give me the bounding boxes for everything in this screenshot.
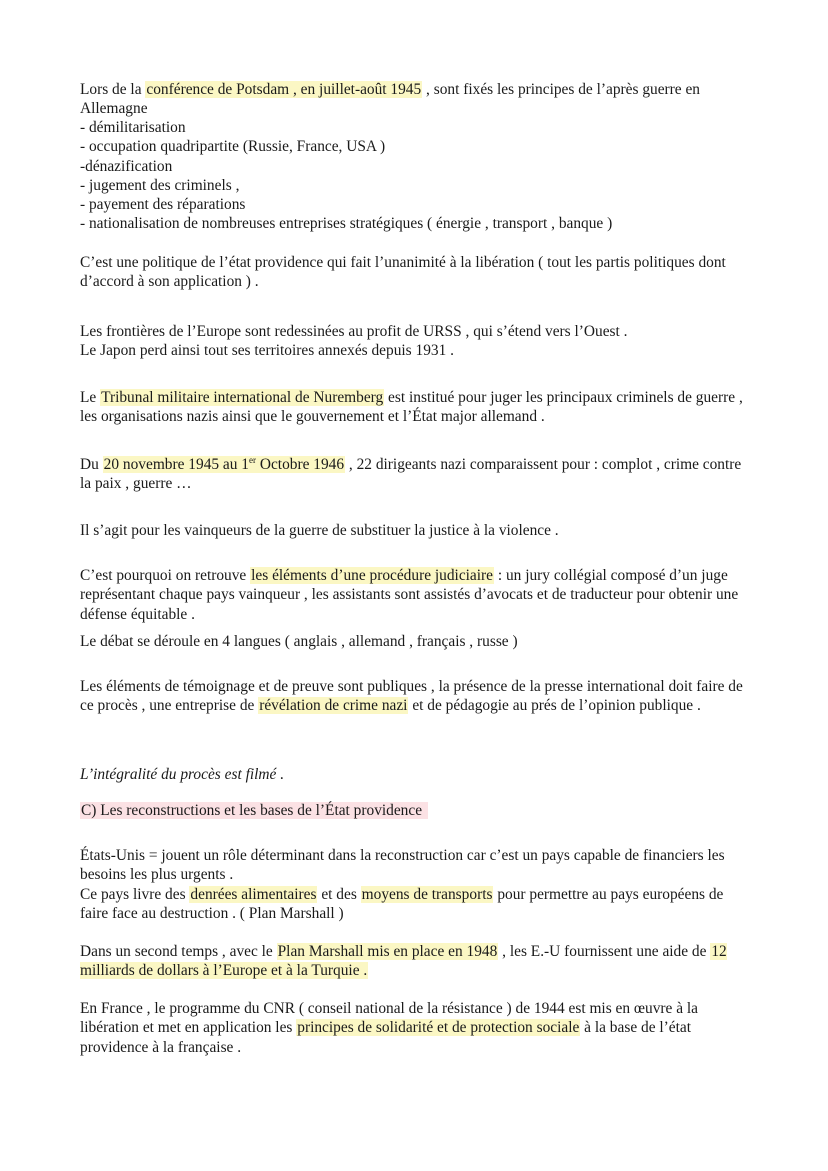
highlight-dates — [103, 456, 345, 473]
text-run: Le — [80, 389, 101, 406]
text-line: Le Japon perd ainsi tout ses territoires annexés depuis 1931 . — [80, 342, 454, 360]
trial-dates-paragraph — [80, 455, 755, 494]
text-line: États-Unis = jouent un rôle déterminant dans la reconstruction car c’est un pays capable de financiers les besoins les plus urgents . — [80, 847, 725, 884]
marshall-paragraph — [80, 942, 755, 981]
list-item: -dénazification — [80, 157, 173, 175]
text-run: et de pédagogie au prés de l’opinion publique . — [408, 697, 701, 715]
borders-paragraph — [80, 322, 755, 361]
tribunal-paragraph — [80, 388, 755, 427]
text-line — [80, 885, 755, 924]
text-run: à la base de l’état providence à la française . — [80, 1019, 691, 1056]
list-item: - nationalisation de nombreuses entreprises stratégiques ( énergie , transport , banque ) — [80, 215, 613, 233]
text-run: Lors de la — [80, 81, 146, 98]
text-run: , les E.-U fournissent une aide de — [498, 943, 711, 960]
potsdam-paragraph — [80, 80, 755, 119]
text-run: , 22 dirigeants nazi comparaissent pour : complot , crime contre la paix , guerre … — [80, 456, 742, 493]
text-run: : un jury collégial composé d’un juge représentant chaque pays vainqueur , les assistants sont assistés d’avocats et de traducteur pour obtenir une défense équitable . — [80, 567, 739, 623]
text-run: Octobre 1946 — [256, 456, 345, 473]
usa-paragraph — [80, 846, 755, 923]
justice-paragraph: Il s’agit pour les vainqueurs de la guerre de substituer la justice à la violence . — [80, 522, 559, 539]
ordinal-superscript: er — [249, 454, 256, 465]
section-heading — [80, 801, 755, 820]
list-item: - occupation quadripartite (Russie, France, USA ) — [80, 138, 386, 156]
highlight-revelation: révélation de crime nazi — [259, 697, 408, 715]
section-heading-text: C) Les reconstructions et les bases de l’État providence — [80, 802, 428, 819]
text-run: est institué pour juger les principaux criminels de guerre , les organisations nazis ainsi que le gouvernement et l’État major allemand . — [80, 389, 743, 426]
procedure-paragraph — [80, 566, 755, 624]
text-run: En France , le programme du CNR ( conseil national de la résistance ) de 1944 est mis en œuvre à la libération et met en application les — [80, 1000, 699, 1037]
languages-line: Le débat se déroule en 4 langues ( anglais , allemand , français , russe ) — [80, 633, 518, 650]
highlight-solidarity: principes de solidarité et de protection sociale — [297, 1019, 580, 1037]
list-item: - payement des réparations — [80, 196, 246, 214]
highlight-billions: 12 milliards de dollars à l’Europe et à la Turquie . — [80, 943, 727, 980]
highlight-procedure: les éléments d’une procédure judiciaire — [251, 567, 493, 584]
text-run: Ce pays livre des — [80, 885, 190, 903]
text-run: Du — [80, 456, 103, 473]
highlight-transport: moyens de transports — [361, 885, 493, 903]
text-run: et des — [317, 885, 361, 903]
list-item: - jugement des criminels , — [80, 176, 240, 194]
highlight-marshall: Plan Marshall mis en place en 1948 — [277, 943, 498, 960]
text-run: Les éléments de témoignage et de preuve sont publiques , la présence de la presse international doit faire de ce procès , une entreprise de — [80, 678, 743, 715]
cnr-paragraph — [80, 999, 755, 1057]
text-line: Les frontières de l’Europe sont redessinées au profit de URSS , qui s’étend vers l’Ouest . — [80, 323, 628, 340]
filmed-note: L’intégralité du procès est filmé . — [80, 766, 285, 783]
text-run: Dans un second temps , avec le — [80, 943, 277, 960]
text-run: pour permettre au pays européens de faire face au destruction . ( Plan Marshall ) — [80, 885, 724, 922]
text-run: 20 novembre 1945 au 1 — [103, 456, 249, 473]
list-item: - démilitarisation — [80, 119, 186, 136]
highlight-tribunal: Tribunal militaire international de Nuremberg — [101, 389, 384, 406]
highlight-food: denrées alimentaires — [190, 885, 317, 903]
text-run: , sont fixés les principes de l’après guerre en Allemagne — [80, 81, 700, 118]
evidence-paragraph — [80, 677, 755, 716]
potsdam-principles-list — [80, 118, 755, 234]
welfare-paragraph: C’est une politique de l’état providence qui fait l’unanimité à la libération ( tout les partis politiques dont d’accord à son application ) . — [80, 254, 726, 291]
highlight-potsdam: conférence de Potsdam , en juillet-août 1945 — [146, 81, 422, 98]
text-run: C’est pourquoi on retrouve — [80, 567, 251, 584]
